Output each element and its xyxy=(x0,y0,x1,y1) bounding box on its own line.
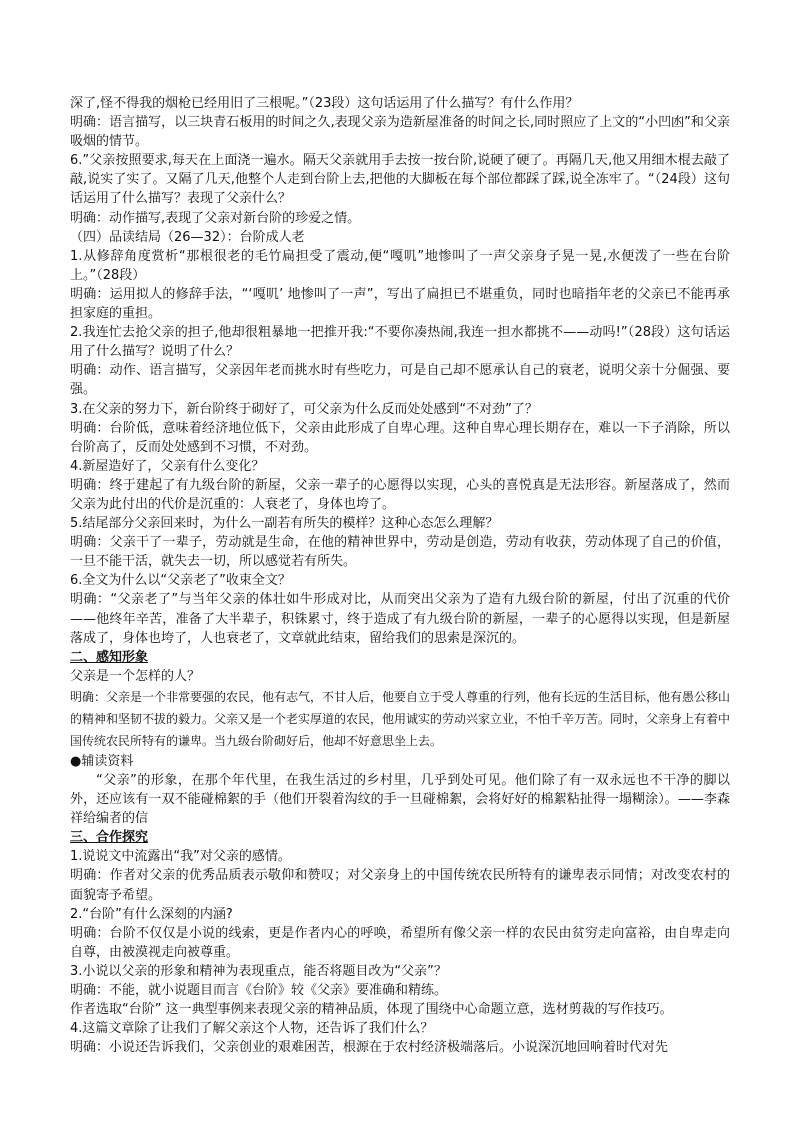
question-text: 5.结尾部分父亲回来时，为什么一副若有所失的模样？这种心态怎么理解？ xyxy=(70,516,499,532)
question-text: 6.全文为什么以“父亲老了”收束全文？ xyxy=(70,573,291,589)
answer-text: 明确：不能，就小说题目而言《台阶》较《父亲》要准确和精练。 xyxy=(70,983,448,999)
reference-heading: ●辅读资料 xyxy=(70,753,134,769)
answer-text: 明确：父亲是一个非常要强的农民，他有志气，不甘人后，他要自立于受人尊重的行列，他有长远的生活目标，他有愚公移山的精神和坚韧不拔的毅力。父亲又是一个老实厚道的农民，他用诚实的劳动兴家立业，不怕千辛万苦。同时，父亲身上有着中国传统农民所特有的谦卑。当九级台阶砌好后，他却不好意思坐上去。 xyxy=(70,689,731,748)
answer-text: 明确：台阶低，意味着经济地位低下，父亲由此形成了自卑心理。这种自卑心理长期存在，难以一下子消除，所以台阶高了，反而处处感到不习惯，不对劲。 xyxy=(70,420,730,455)
question-text: 1.说说文中流露出“我”对父亲的感情。 xyxy=(70,849,291,865)
answer-text: 明确：作者对父亲的优秀品质表示敬仰和赞叹；对父亲身上的中国传统农民所特有的谦卑表示同情；对改变农村的面貌寄予希望。 xyxy=(70,868,730,903)
subsection-heading: （四）品读结局（26—32）：台阶成人老 xyxy=(70,229,305,245)
answer-text: 明确：台阶不仅仅是小说的线索，更是作者内心的呼唤，希望所有像父亲一样的农民由贫穷走向富裕，由自卑走向自尊，由被漠视走向被尊重。 xyxy=(70,925,730,960)
question-text: 4.新屋造好了，父亲有什么变化？ xyxy=(70,458,265,474)
answer-text: 明确：动作描写,表现了父亲对新台阶的珍爱之情。 xyxy=(70,210,361,226)
answer-text: 明确：语言描写，以三块青石板用的时间之久,表现父亲为造新屋准备的时间之长,同时照应了上文的“小凹凼”和父亲吸烟的情节。 xyxy=(70,115,730,150)
answer-text: 明确：动作、语言描写，父亲因年老而挑水时有些吃力，可是自己却不愿承认自己的衰老，说明父亲十分倔强、要强。 xyxy=(70,363,730,398)
section-heading: 二、感知形象 xyxy=(70,649,149,665)
question-text: 1.从修辞角度赏析“那根很老的毛竹扁担受了震动,便“嘎叽”地惨叫了一声父亲身子晃一晃,水便泼了一些在台阶上。”（28段） xyxy=(70,248,730,283)
question-text: 4.这篇文章除了让我们了解父亲这个人物，还告诉了我们什么？ xyxy=(70,1021,434,1037)
answer-text: 明确：运用拟人的修辞手法，“‘嘎叽’ 地惨叫了一声”，写出了扁担已不堪重负，同时也暗指年老的父亲已不能再承担家庭的重担。 xyxy=(70,286,730,322)
question-text: 深了,怪不得我的烟枪已经用旧了三根呢。”（23段）这句话运用了什么描写？有什么作用？ xyxy=(70,96,579,111)
answer-text: 明确：“父亲老了”与当年父亲的体壮如牛形成对比，从而突出父亲为了造有九级台阶的新屋，付出了沉重的代价——他终年辛苦，准备了大半辈子，积铢累寸，终于造成了有九级台阶的新屋，一辈子的心愿得以实现，但是新屋落成了，身体也垮了，人也衰老了，文章就此结束，留给我们的思索是深沉的。 xyxy=(70,592,730,646)
reference-text: “父亲”的形象，在那个年代里，在我生活过的乡村里，几乎到处可见。他们除了有一双永远也不干净的脚以外，还应该有一双不能碰棉絮的手（他们开裂着沟纹的手一旦碰棉絮，会将好好的棉絮粘扯得一塌糊涂）。——李森祥给编者的信 xyxy=(70,773,730,827)
answer-text: 明确：父亲干了一辈子，劳动就是生命，在他的精神世界中，劳动是创造，劳动有收获，劳动体现了自己的价值，一旦不能干活，就失去一切，所以感觉若有所失。 xyxy=(70,535,730,570)
section-heading: 三、合作探究 xyxy=(70,830,149,846)
document-body xyxy=(70,94,730,1057)
question-text: 6.”父亲按照要求,每天在上面浇一遍水。隔天父亲就用手去按一按台阶,说硬了硬了。再隔几天,他又用细木棍去敲了敲,说实了实了。又隔了几天,他整个人走到台阶上去,把他的大脚板在每个部位都踩了踩,说全冻牢了。“（24段）这句话运用了什么描写？表现了父亲什么？ xyxy=(70,153,730,207)
question-text: 2.我连忙去抢父亲的担子,他却很粗暴地一把推开我:“不要你凑热闹,我连一担水都挑不——动吗!”（28段）这句话运用了什么描写？说明了什么？ xyxy=(70,325,730,360)
question-text: 3.小说以父亲的形象和精神为表现重点，能否将题目改为“父亲”？ xyxy=(70,963,447,979)
question-text: 2.“台阶”有什么深刻的内涵? xyxy=(70,906,233,922)
answer-text: 作者选取“台阶” 这一典型事例来表现父亲的精神品质，体现了围绕中心命题立意，选材剪裁的写作技巧。 xyxy=(70,1002,673,1018)
answer-text: 明确：小说还告诉我们，父亲创业的艰难困苦，根源在于农村经济极端落后。小说深沉地回响着时代对先 xyxy=(70,1040,669,1056)
answer-text: 明确：终于建起了有九级台阶的新屋，父亲一辈子的心愿得以实现，心头的喜悦真是无法形容。新屋落成了，然而父亲为此付出的代价是沉重的：人衰老了，身体也垮了。 xyxy=(70,477,730,512)
question-text: 父亲是一个怎样的人？ xyxy=(70,668,201,684)
question-text: 3.在父亲的努力下，新台阶终于砌好了，可父亲为什么反而处处感到“不对劲”了？ xyxy=(70,401,538,417)
